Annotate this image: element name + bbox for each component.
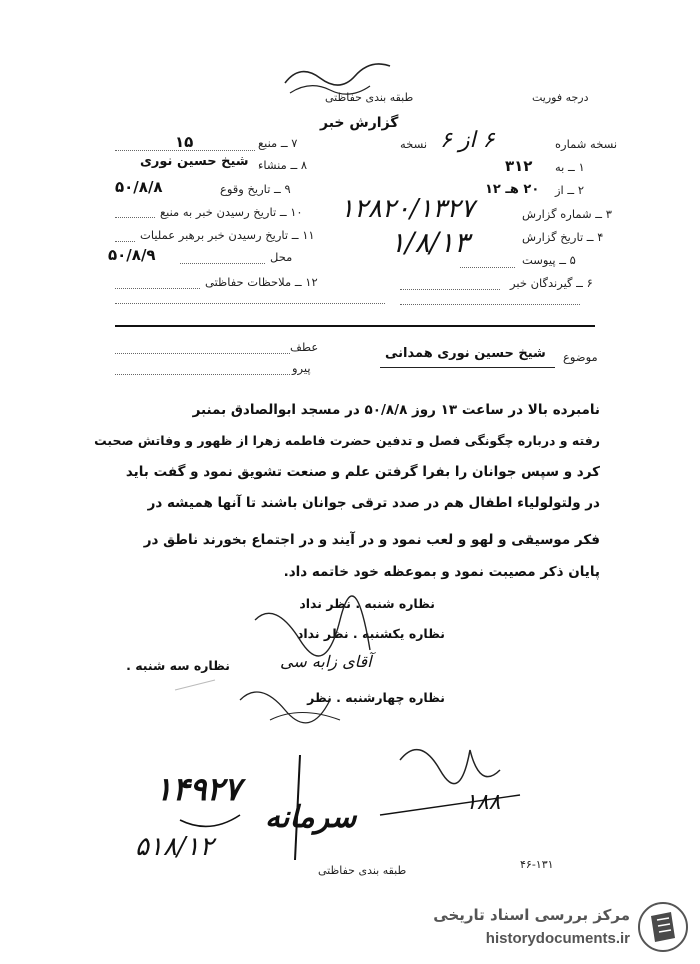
form-code: ۴۶-۱۳۱ bbox=[520, 858, 554, 871]
handwritten-side-note: ۱۸۸ bbox=[465, 790, 501, 815]
field-report-date-label: ۴ ــ تاریخ گزارش bbox=[522, 230, 604, 244]
field-recipients-label: ۶ ــ گیرندگان خبر bbox=[510, 276, 593, 290]
field-report-date-value: ۱/۸/۱۳ bbox=[390, 226, 470, 259]
field-origin-value: شیخ حسین نوری bbox=[140, 154, 249, 169]
handwritten-signature-word: سرمانه bbox=[265, 800, 357, 835]
field-occurrence-date-value: ۵۰/۸/۸ bbox=[115, 178, 163, 196]
body-line-6: پایان ذکر مصیبت نمود و بموعظه خود خاتمه داد. bbox=[283, 564, 600, 580]
schedule-line-2: نظاره یکشنبه . نظر نداد bbox=[296, 626, 445, 641]
field-from-label: ۲ ــ از bbox=[555, 183, 584, 197]
schedule-line-4: نظاره چهارشنبه . نظر bbox=[307, 690, 445, 705]
watermark bbox=[410, 898, 695, 956]
archive-logo-icon bbox=[635, 898, 695, 956]
field-security-notes-label: ۱۲ ــ ملاحظات حفاظتی bbox=[205, 275, 318, 289]
field-from-value: ۲۰ هـ ۱۲ bbox=[485, 182, 540, 197]
follow-label: پیرو bbox=[292, 361, 311, 375]
field-to-value: ۳۱۲ bbox=[505, 157, 533, 175]
field-source-value: ۱۵ bbox=[175, 133, 194, 151]
field-location-value: ۵۰/۸/۹ bbox=[108, 246, 156, 264]
watermark-url: historydocuments.ir bbox=[485, 930, 630, 947]
version-label: نسخه bbox=[400, 137, 428, 151]
handwritten-annotation: آقای زابه سی bbox=[280, 652, 372, 671]
field-location-label: محل bbox=[270, 250, 293, 264]
handwritten-date: ۵۱۸/۱۲ bbox=[135, 832, 214, 862]
report-title: گزارش خبر bbox=[320, 115, 399, 131]
copy-label: نسخه شماره bbox=[555, 137, 618, 151]
ref-label: عطف bbox=[290, 340, 319, 354]
copy-handwritten: ۶ از ۶ bbox=[440, 128, 495, 153]
classification-bottom: طبقه بندی حفاظتی bbox=[318, 864, 407, 877]
field-source-label: ۷ ــ منبع bbox=[258, 136, 298, 150]
body-line-1: نامبرده بالا در ساعت ۱۳ روز ۵۰/۸/۸ در مسجد ابوالصادق بمنبر bbox=[192, 402, 600, 418]
field-received-ops-label: ۱۱ ــ تاریخ رسیدن خبر برهبر عملیات bbox=[140, 228, 315, 242]
body-line-3: کرد و سپس جوانان را بفرا گرفتن علم و صنعت تشویق نمود و گفت باید bbox=[125, 464, 600, 480]
urgency-label: درجه فوریت bbox=[532, 91, 589, 104]
body-line-2: رفته و درباره چگونگی فصل و تدفین حضرت فاطمه زهرا از ظهور و وفاتش صحبت bbox=[94, 433, 600, 448]
field-origin-label: ۸ ــ منشاء bbox=[258, 158, 308, 172]
handwritten-number: ۱۴۹۲۷ bbox=[155, 770, 241, 808]
field-received-source-label: ۱۰ ــ تاریخ رسیدن خبر به منبع bbox=[160, 205, 303, 219]
schedule-line-1: نظاره شنبه . نظر نداد bbox=[299, 596, 435, 611]
body-line-5: فکر موسیقی و لهو و لعب نمود و در آیند و در اجتماع بخورند ناطق در bbox=[143, 532, 600, 548]
field-report-number-label: ۳ ــ شماره گزارش bbox=[522, 207, 612, 221]
classification-top: طبقه بندی حفاظتی bbox=[325, 91, 414, 104]
body-line-4: در ولتولولیاء اطفال هم در صدد ترقی جوانان باشند تا آنها همیشه در bbox=[147, 495, 600, 511]
watermark-title: مرکز بررسی اسناد تاریخی bbox=[433, 906, 630, 924]
field-to-label: ۱ ــ به bbox=[555, 160, 585, 174]
field-occurrence-date-label: ۹ ــ تاریخ وقوع bbox=[220, 182, 291, 196]
subject-value: شیخ حسین نوری همدانی bbox=[385, 346, 546, 361]
subject-label: موضوع bbox=[563, 350, 598, 364]
schedule-line-3: نظاره سه شنبه . bbox=[126, 658, 230, 673]
field-report-number-value: ۱۲۸۲۰/۱۳۲۷ bbox=[340, 194, 475, 224]
field-attachment-label: ۵ ــ پیوست bbox=[522, 253, 576, 267]
